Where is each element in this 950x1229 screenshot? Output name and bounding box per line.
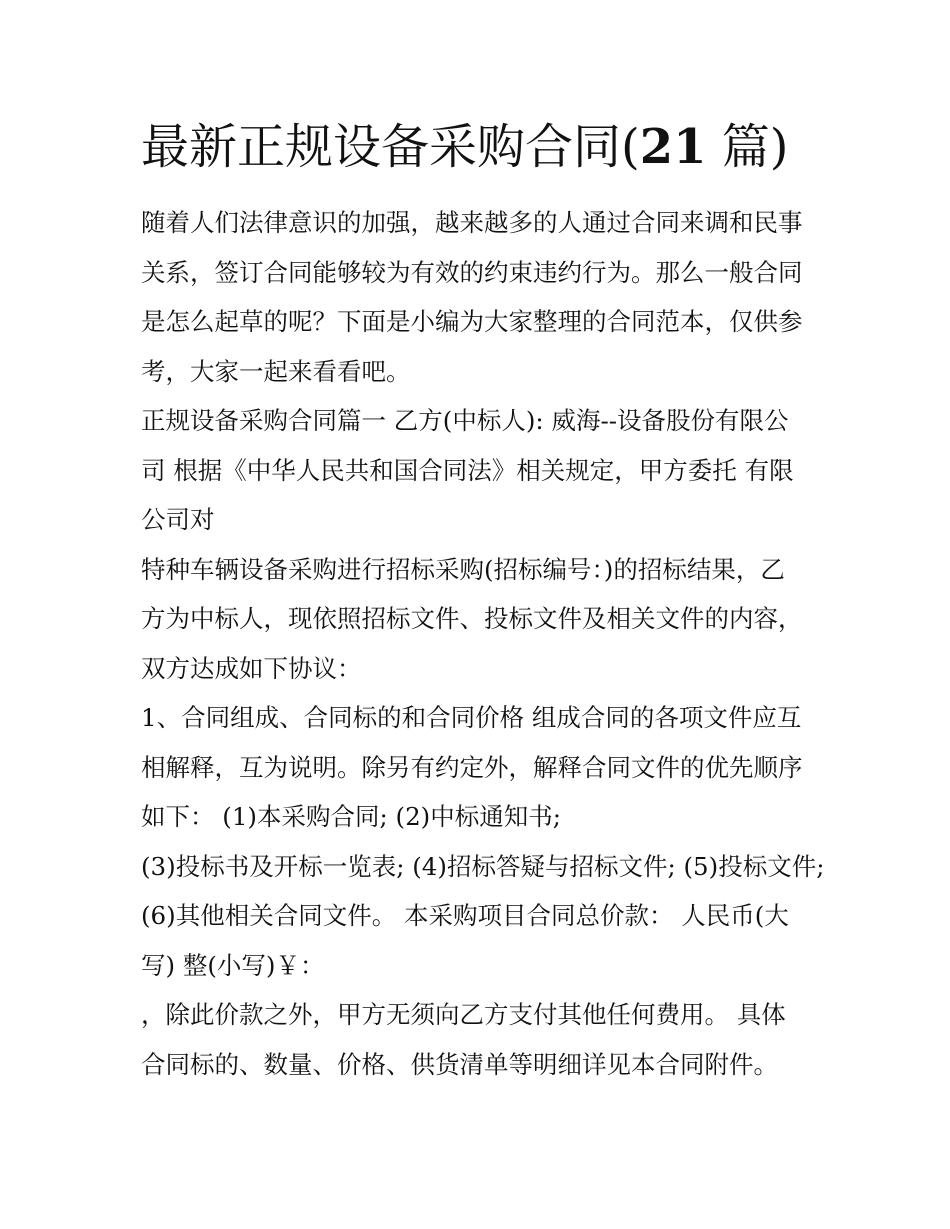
text-line: 关系，签订合同能够较为有效的约束违约行为。那么一般合同 <box>141 257 803 287</box>
paragraph-clause-1 <box>141 693 813 842</box>
text-line: 是怎么起草的呢？下面是小编为大家整理的合同范本，仅供参 <box>141 307 803 336</box>
text-line: 双方达成如下协议： <box>141 653 362 683</box>
text-line: 司 根据《中华人民共和国合同法》相关规定，甲方委托 有限 <box>141 455 794 485</box>
text-line: (6)其他相关合同文件。 本采购项目合同总价款： 人民币(大 <box>141 901 789 930</box>
title-tail: 篇) <box>721 119 789 175</box>
paragraph-parties <box>141 396 813 545</box>
text-line: ，除此价款之外，甲方无须向乙方支付其他任何费用。 具体 <box>141 1000 786 1029</box>
text-line: 公司对 <box>141 505 215 534</box>
document-body <box>141 198 825 1089</box>
text-line: 写) 整(小写)￥： <box>141 950 325 980</box>
text-line: 特种车辆设备采购进行招标采购(招标编号：)的招标结果，乙 <box>141 554 785 584</box>
paragraph-intro <box>141 198 813 396</box>
paragraph-tender <box>141 545 813 694</box>
document-title <box>141 113 841 181</box>
text-line: 1、合同组成、合同标的和合同价格 组成合同的各项文件应互 <box>141 703 802 732</box>
title-main: 最新正规设备采购合同( <box>141 119 640 175</box>
title-count: 21 <box>639 119 707 175</box>
text-line: 考，大家一起来看看吧。 <box>141 356 411 386</box>
text-line: (3)投标书及开标一览表; (4)招标答疑与招标文件; (5)投标文件; <box>141 851 825 881</box>
text-line: 合同标的、数量、价格、供货清单等明细详见本合同附件。 <box>141 1049 778 1079</box>
text-line: 相解释，互为说明。除另有约定外，解释合同文件的优先顺序 <box>141 752 803 782</box>
text-line: 如下： (1)本采购合同; (2)中标通知书; <box>141 802 561 831</box>
text-line: 随着人们法律意识的加强，越来越多的人通过合同来调和民事 <box>141 208 803 237</box>
text-line: 正规设备采购合同篇一 乙方(中标人): 威海--设备股份有限公 <box>141 406 789 435</box>
paragraph-price <box>141 990 813 1089</box>
paragraph-document-order <box>141 842 825 991</box>
text-line: 方为中标人，现依照招标文件、投标文件及相关文件的内容， <box>141 604 803 633</box>
